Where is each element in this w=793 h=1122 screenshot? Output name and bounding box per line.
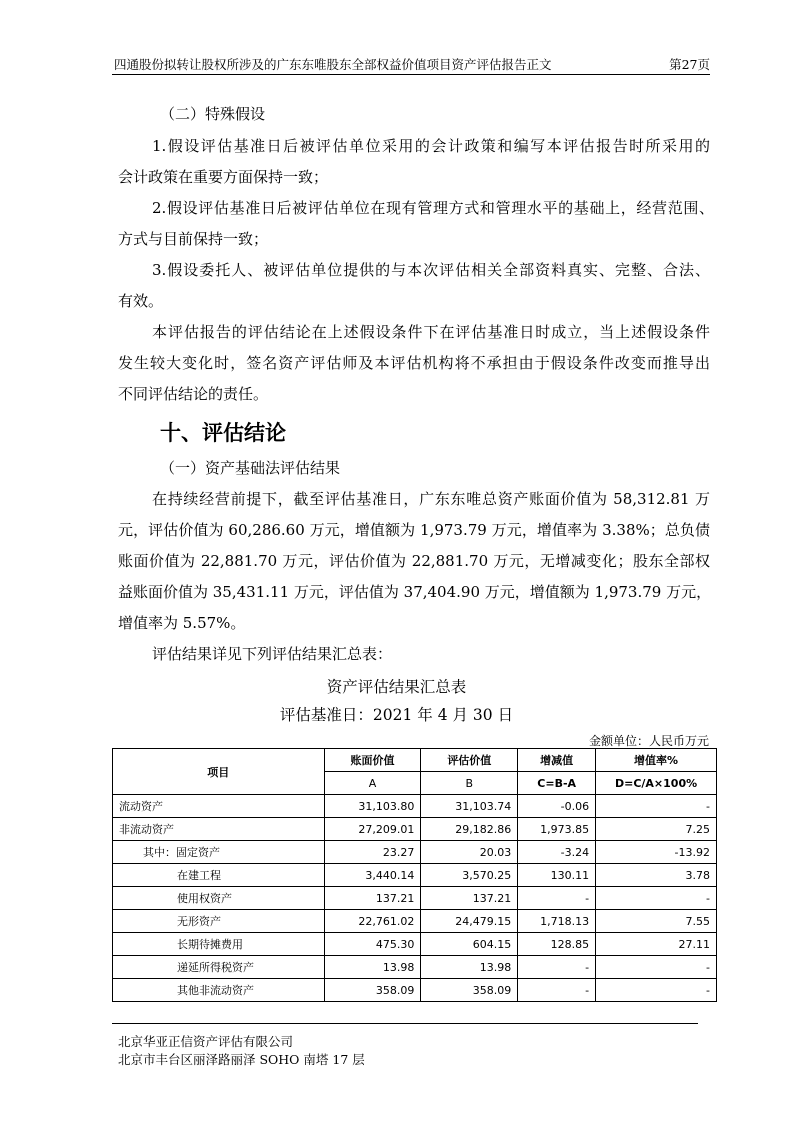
assumption-note-line-3: 不同评估结论的责任。 <box>118 385 269 403</box>
row-book: 137.21 <box>324 887 421 910</box>
row-eval: 20.03 <box>421 841 518 864</box>
table-header-row <box>113 749 717 772</box>
row-label: 递延所得税资产 <box>113 956 325 979</box>
table-row <box>113 818 717 841</box>
assumption-note-line-2: 发生较大变化时，签名资产评估师及本评估机构将不承担由于假设条件改变而推导出 <box>118 354 710 372</box>
row-rate: 27.11 <box>596 933 717 956</box>
asset-based-method-heading: （一）资产基础法评估结果 <box>160 459 341 477</box>
footer-address: 北京市丰台区丽泽路丽泽 SOHO 南塔 17 层 <box>118 1052 365 1067</box>
row-diff: 128.85 <box>518 933 596 956</box>
row-label: 流动资产 <box>113 795 325 818</box>
result-line-4: 益账面价值为 35,431.11 万元，评估值为 37,404.90 万元，增值额为 1,973.79 万元， <box>118 583 712 601</box>
row-diff: - <box>518 887 596 910</box>
valuation-summary-table <box>112 748 717 1002</box>
result-line-3: 账面价值为 22,881.70 万元，评估价值为 22,881.70 万元，无增减变化；股东全部权 <box>118 552 710 570</box>
row-diff: -0.06 <box>518 795 596 818</box>
result-line-5: 增值率为 5.57%。 <box>118 614 246 632</box>
row-eval: 13.98 <box>421 956 518 979</box>
page-header <box>112 52 710 75</box>
row-label: 其他非流动资产 <box>113 979 325 1002</box>
table-unit: 金额单位：人民币万元 <box>588 734 709 748</box>
header-rate: 增值率% <box>596 749 717 772</box>
row-label: 使用权资产 <box>113 887 325 910</box>
table-row <box>113 910 717 933</box>
row-book: 3,440.14 <box>324 864 421 887</box>
row-diff: -3.24 <box>518 841 596 864</box>
row-label: 无形资产 <box>113 910 325 933</box>
row-diff: 1,718.13 <box>518 910 596 933</box>
assumption-note-line-1: 本评估报告的评估结论在上述假设条件下在评估基准日时成立，当上述假设条件 <box>152 323 710 341</box>
header-diff: 增减值 <box>518 749 596 772</box>
assumption-2-line-1: 2.假设评估基准日后被评估单位在现有管理方式和管理水平的基础上，经营范围、 <box>152 199 714 217</box>
row-label: 其中：固定资产 <box>113 841 325 864</box>
row-book: 13.98 <box>324 956 421 979</box>
row-label: 长期待摊费用 <box>113 933 325 956</box>
table-row <box>113 864 717 887</box>
row-rate: - <box>596 979 717 1002</box>
row-book: 31,103.80 <box>324 795 421 818</box>
section-heading-conclusion: 十、评估结论 <box>160 420 286 445</box>
table-base-date: 评估基准日：2021 年 4 月 30 日 <box>279 706 514 724</box>
header-book-value: 账面价值 <box>324 749 421 772</box>
row-label: 非流动资产 <box>113 818 325 841</box>
row-eval: 24,479.15 <box>421 910 518 933</box>
row-diff: 130.11 <box>518 864 596 887</box>
special-assumptions-heading: （二）特殊假设 <box>160 105 266 123</box>
table-intro: 评估结果详见下列评估结果汇总表： <box>152 645 393 663</box>
row-book: 22,761.02 <box>324 910 421 933</box>
row-eval: 358.09 <box>421 979 518 1002</box>
assumption-3-line-1: 3.假设委托人、被评估单位提供的与本次评估相关全部资料真实、完整、合法、 <box>152 261 710 279</box>
header-code-a: A <box>324 772 421 795</box>
result-line-1: 在持续经营前提下，截至评估基准日，广东东唯总资产账面价值为 58,312.81 万 <box>152 490 710 508</box>
header-code-d: D=C/A×100% <box>596 772 717 795</box>
footer-divider <box>112 1023 698 1024</box>
header-eval-value: 评估价值 <box>421 749 518 772</box>
row-eval: 29,182.86 <box>421 818 518 841</box>
row-eval: 137.21 <box>421 887 518 910</box>
row-label: 在建工程 <box>113 864 325 887</box>
report-title: 四通股份拟转让股权所涉及的广东东唯股东全部权益价值项目资产评估报告正文 <box>114 57 552 72</box>
row-eval: 3,570.25 <box>421 864 518 887</box>
table-row <box>113 933 717 956</box>
table-caption: 资产评估结果汇总表 <box>326 678 467 696</box>
header-code-c: C=B-A <box>518 772 596 795</box>
row-book: 23.27 <box>324 841 421 864</box>
row-eval: 31,103.74 <box>421 795 518 818</box>
assumption-1-line-1: 1.假设评估基准日后被评估单位采用的会计政策和编写本评估报告时所采用的 <box>152 137 710 155</box>
row-book: 358.09 <box>324 979 421 1002</box>
row-diff: - <box>518 956 596 979</box>
header-code-b: B <box>421 772 518 795</box>
row-rate: 7.55 <box>596 910 717 933</box>
table-row <box>113 887 717 910</box>
row-book: 27,209.01 <box>324 818 421 841</box>
assumption-3-line-2: 有效。 <box>118 292 164 310</box>
row-diff: 1,973.85 <box>518 818 596 841</box>
page-number: 第27页 <box>669 57 710 72</box>
table-row <box>113 979 717 1002</box>
assumption-1-line-2: 会计政策在重要方面保持一致； <box>118 168 329 186</box>
row-book: 475.30 <box>324 933 421 956</box>
footer-company: 北京华亚正信资产评估有限公司 <box>118 1034 294 1049</box>
row-eval: 604.15 <box>421 933 518 956</box>
row-rate: 3.78 <box>596 864 717 887</box>
row-rate: - <box>596 956 717 979</box>
table-row <box>113 795 717 818</box>
result-line-2: 元，评估价值为 60,286.60 万元，增值额为 1,973.79 万元，增值率为 3.38%；总负债 <box>118 521 710 539</box>
table-row <box>113 956 717 979</box>
row-rate: - <box>596 795 717 818</box>
assumption-2-line-2: 方式与目前保持一致； <box>118 230 269 248</box>
row-rate: -13.92 <box>596 841 717 864</box>
row-diff: - <box>518 979 596 1002</box>
row-rate: - <box>596 887 717 910</box>
header-item: 项目 <box>113 749 325 795</box>
row-rate: 7.25 <box>596 818 717 841</box>
table-row <box>113 841 717 864</box>
